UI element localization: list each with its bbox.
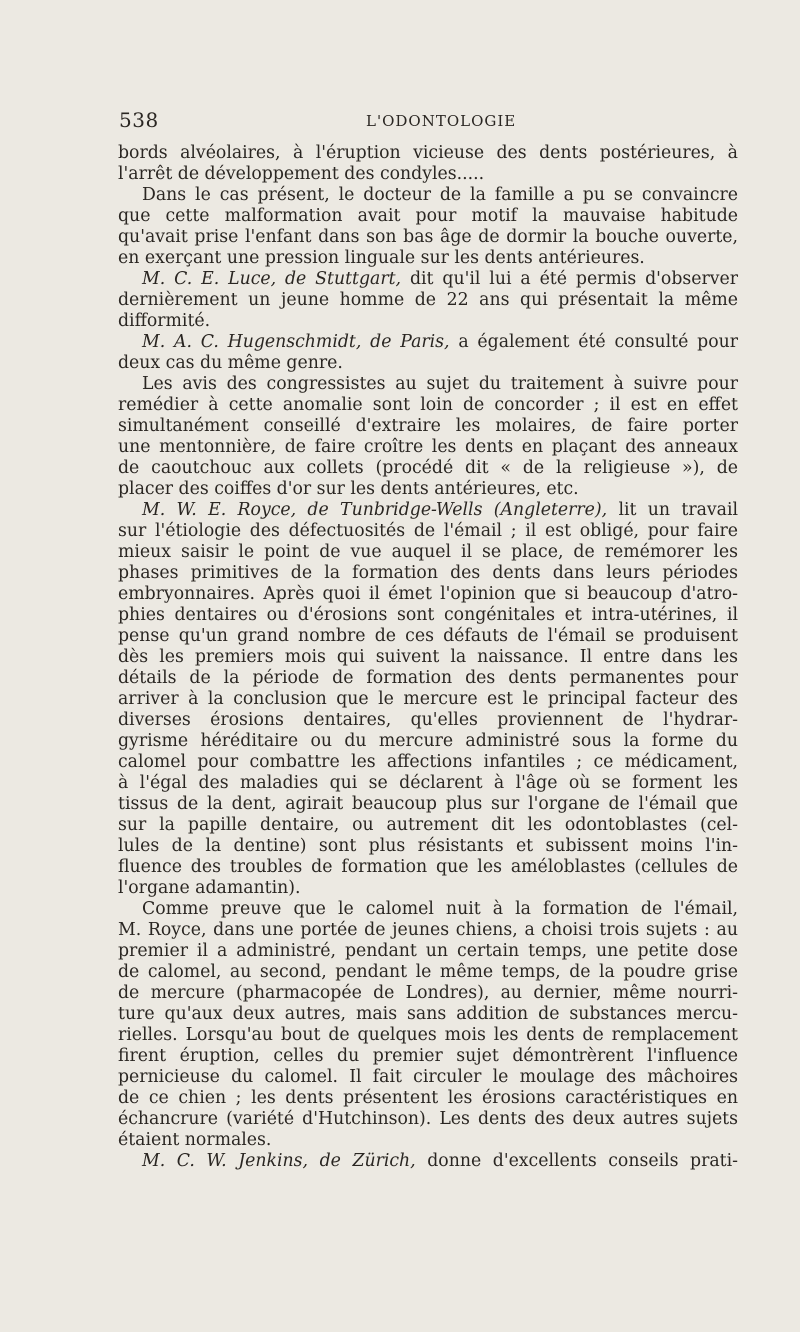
text-line: fluence des troubles de formation que les améloblastes (cellules de [118,857,738,877]
text-line: lules de la dentine) sont plus résistants et subissent moins l'in- [118,836,738,856]
text-line: pense qu'un grand nombre de ces défauts de l'émail se produisent [118,626,738,646]
text-line-luce: M. C. E. Luce, de Stuttgart, dit qu'il lui a été permis d'observer [142,269,738,289]
text-line-hugenschmidt: M. A. C. Hugenschmidt, de Paris, a également été consulté pour [142,332,739,352]
text-line: de mercure (pharmacopée de Londres), au dernier, même nourri- [118,983,738,1003]
text-line: Les avis des congressistes au sujet du traitement à suivre pour [142,374,738,394]
text-line: tissus de la dent, agirait beaucoup plus sur l'organe de l'émail que [118,794,738,814]
running-title: L'ODONTOLOGIE [366,112,517,130]
text-line: l'organe adamantin). [118,878,301,898]
text-line: diverses érosions dentaires, qu'elles proviennent de l'hydrar- [118,710,738,730]
text-line: phies dentaires ou d'érosions sont congénitales et intra-utérines, il [118,605,738,625]
text-line: pernicieuse du calomel. Il fait circuler le moulage des mâchoires [118,1067,738,1087]
speaker-name: M. C. E. Luce, de Stuttgart, [142,269,402,289]
text-line: phases primitives de la formation des dents dans leurs périodes [118,563,738,583]
speaker-name: M. A. C. Hugenschmidt, de Paris, [142,332,450,352]
text-line: ture qu'aux deux autres, mais sans addition de substances mercu- [118,1004,738,1024]
page-header [119,108,739,138]
text-line: dernièrement un jeune homme de 22 ans qui présentait la même [118,290,738,310]
text-line: de calomel, au second, pendant le même temps, de la poudre grise [118,962,738,982]
text-line: mieux saisir le point de vue auquel il se place, de remémorer les [118,542,738,562]
text-line: gyrisme héréditaire ou du mercure administré sous la forme du [118,731,738,751]
text-line: sur la papille dentaire, ou autrement dit les odontoblastes (cel- [118,815,738,835]
text-line: qu'avait prise l'enfant dans son bas âge de dormir la bouche ouverte, [118,227,738,247]
text-line: l'arrêt de développement des condyles..... [118,164,485,184]
text-line: deux cas du même genre. [118,353,343,373]
text-line: que cette malformation avait pour motif la mauvaise habitude [118,206,738,226]
text-line-jenkins: M. C. W. Jenkins, de Zürich, donne d'excellents conseils prati- [142,1151,738,1171]
text-line: dès les premiers mois qui suivent la naissance. Il entre dans les [118,647,738,667]
text-line: étaient normales. [118,1130,272,1150]
text-line: difformité. [118,311,211,331]
text-line: à l'égal des maladies qui se déclarent à l'âge où se forment les [118,773,738,793]
text-line: firent éruption, celles du premier sujet démontrèrent l'influence [118,1046,738,1066]
text-line: simultanément conseillé d'extraire les molaires, de faire porter [118,416,738,436]
text-line: calomel pour combattre les affections infantiles ; ce médicament, [118,752,738,772]
text-line: de caoutchouc aux collets (procédé dit « de la religieuse »), de [118,458,738,478]
text-line: M. Royce, dans une portée de jeunes chiens, a choisi trois sujets : au [118,920,738,940]
page-number: 538 [119,108,159,132]
speaker-name: M. W. E. Royce, de Tunbridge-Wells [142,500,483,520]
text-line: remédier à cette anomalie sont loin de concorder ; il est en effet [118,395,738,415]
text-line: détails de la période de formation des dents permanentes pour [118,668,738,688]
text-line: embryonnaires. Après quoi il émet l'opinion que si beaucoup d'atro- [118,584,738,604]
text-line-royce: M. W. E. Royce, de Tunbridge-Wells (Angleterre), lit un travail [142,500,739,520]
text-line: une mentonnière, de faire croître les dents en plaçant des anneaux [118,437,738,457]
text-line: sur l'étiologie des défectuosités de l'émail ; il est obligé, pour faire [118,521,738,541]
text-line: bords alvéolaires, à l'éruption vicieuse des dents postérieures, à [118,143,738,163]
speaker-name: M. C. W. Jenkins, de Zürich, [142,1151,416,1171]
text-line: arriver à la conclusion que le mercure est le principal facteur des [118,689,738,709]
text-line: rielles. Lorsqu'au bout de quelques mois les dents de remplacement [118,1025,738,1045]
text-line: placer des coiffes d'or sur les dents antérieures, etc. [118,479,579,499]
text-line: premier il a administré, pendant un certain temps, une petite dose [118,941,738,961]
text-line: Comme preuve que le calomel nuit à la formation de l'émail, [142,899,738,919]
speaker-country: (Angleterre), [493,500,608,520]
text-line: échancrure (variété d'Hutchinson). Les dents des deux autres sujets [118,1109,738,1129]
text-line: de ce chien ; les dents présentent les érosions caractéristiques en [118,1088,738,1108]
text-line: en exerçant une pression linguale sur les dents antérieures. [118,248,645,268]
body-text [118,143,738,1172]
text-line: Dans le cas présent, le docteur de la famille a pu se convaincre [142,185,738,205]
